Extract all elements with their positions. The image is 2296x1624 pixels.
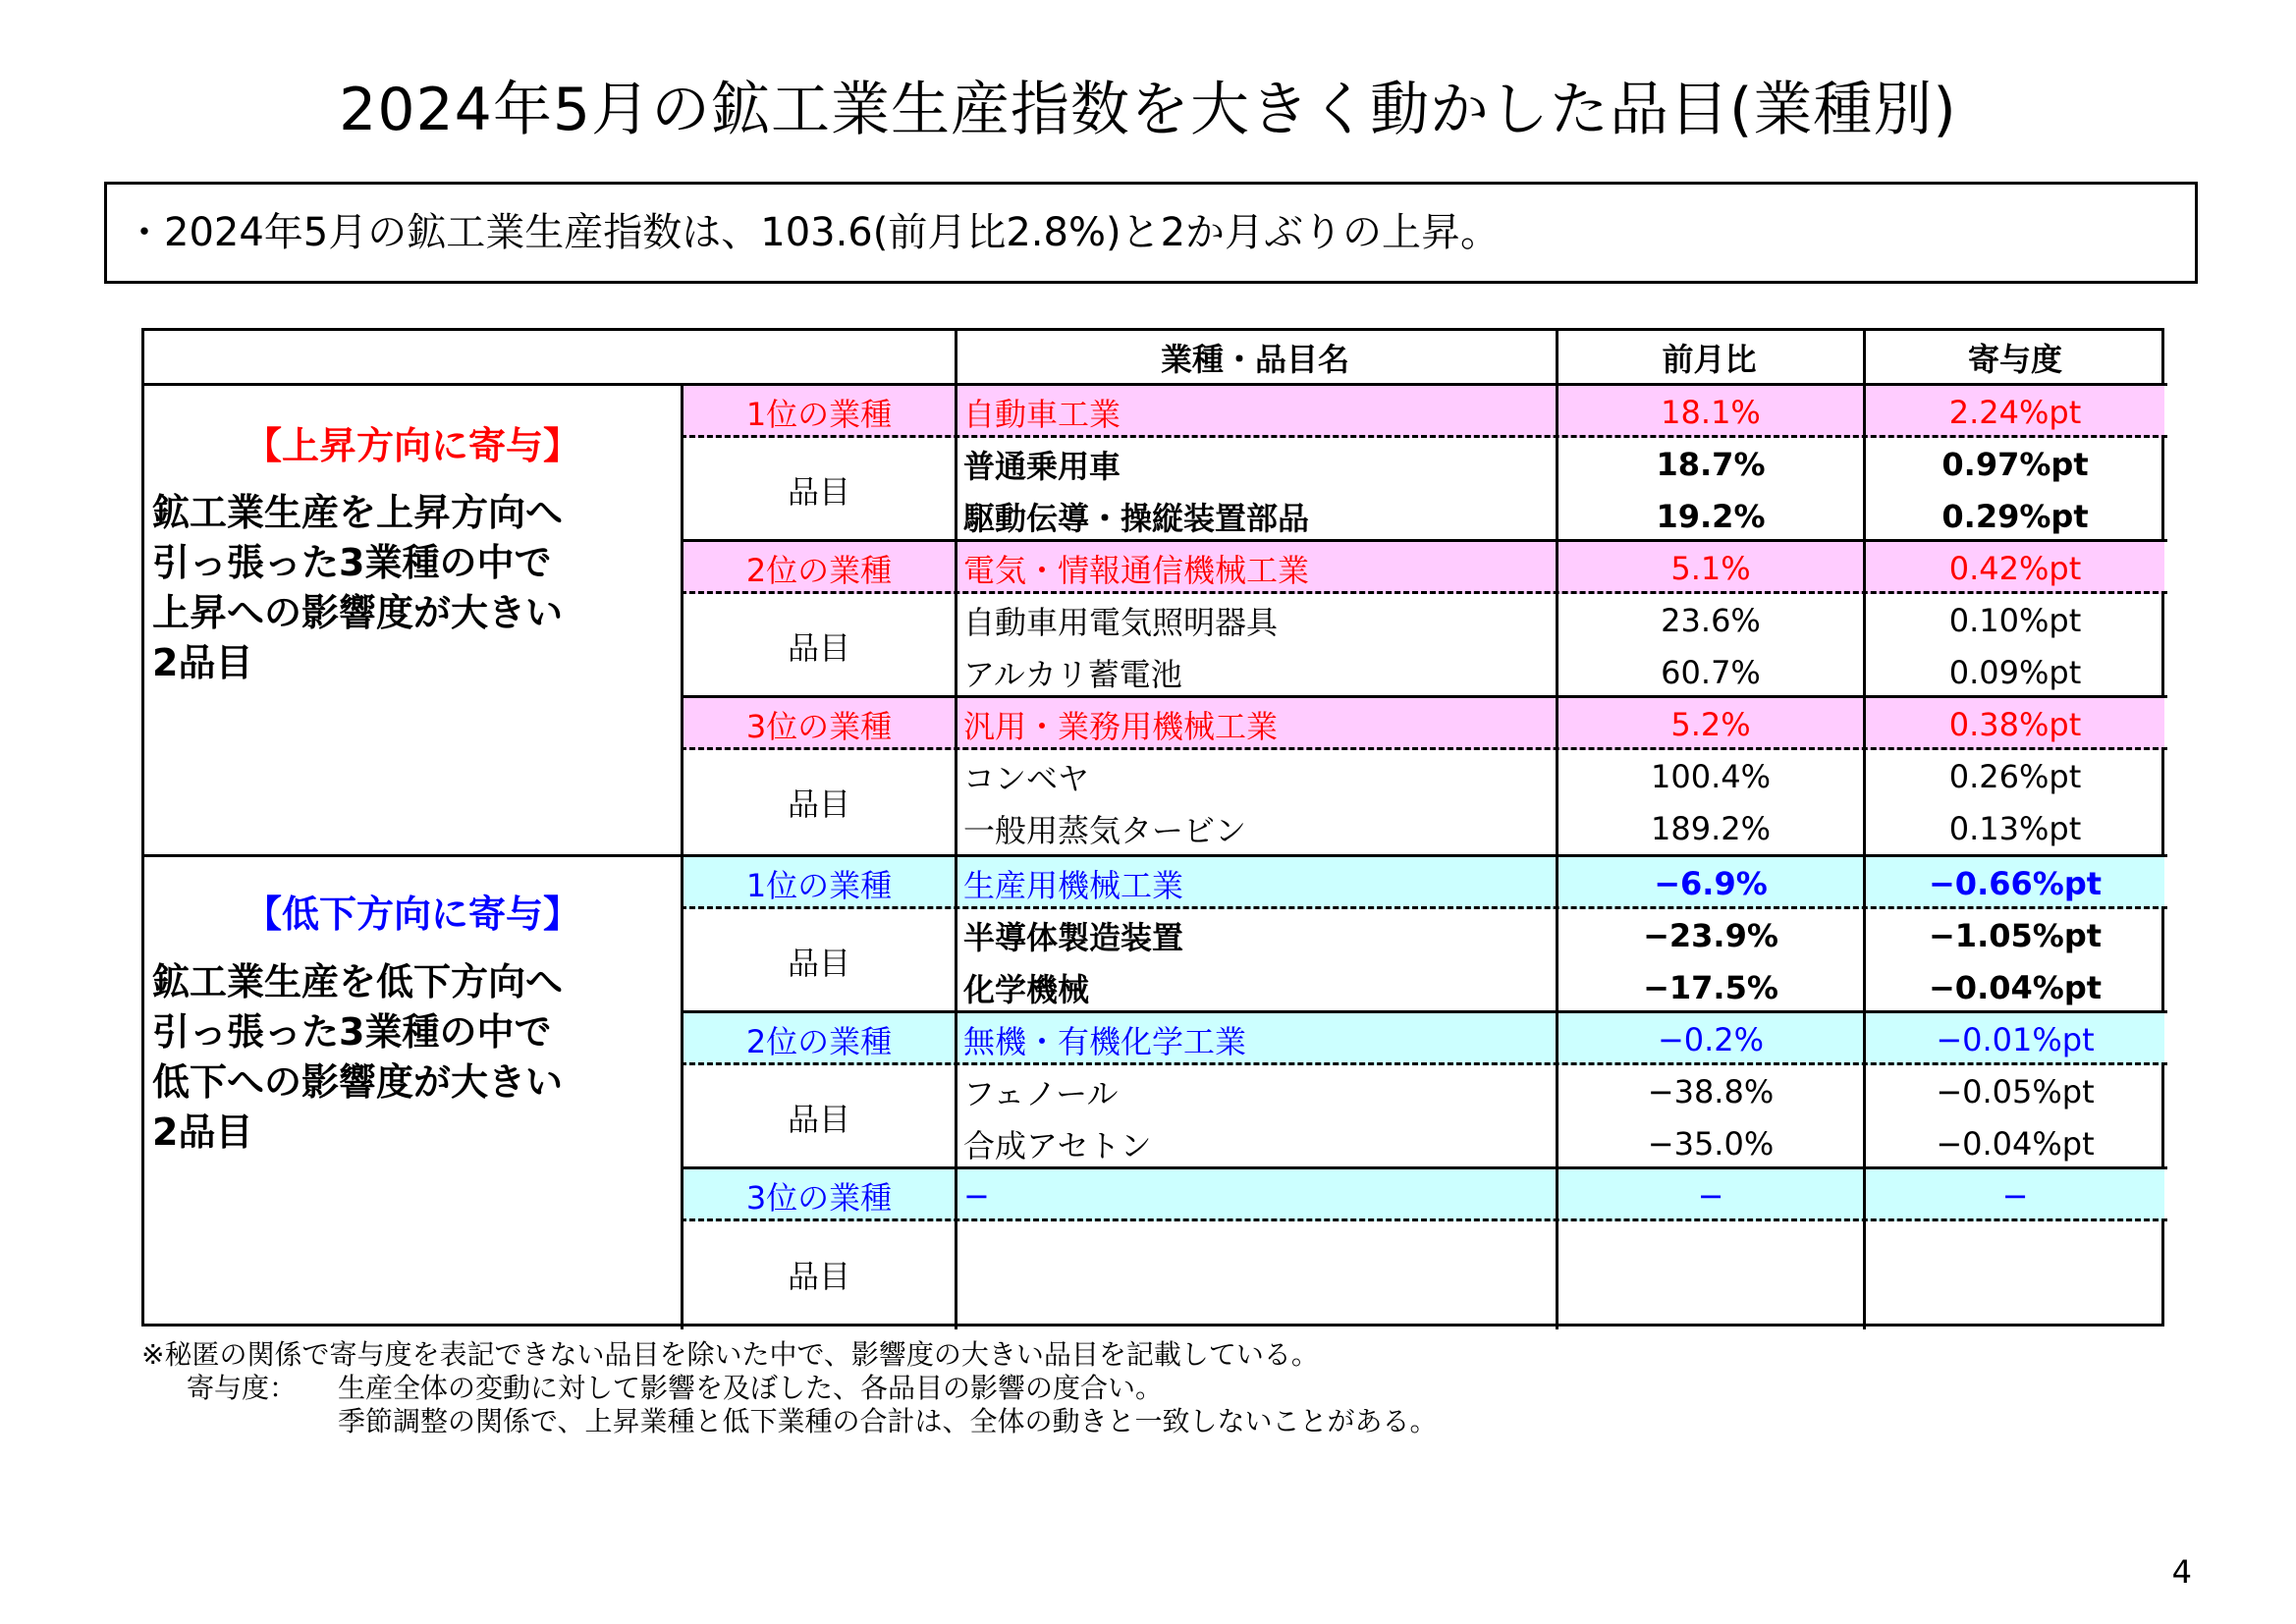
down-items-label-3: 品目 [787,1257,850,1295]
up-item-1-2: 駆動伝導・操縦装置部品 [963,499,1310,537]
up-items-label-1: 品目 [787,473,850,511]
note-line-3 [141,1405,1438,1438]
up-item-1-1: 普通乗用車 [963,447,1121,485]
grid-line [144,854,2167,857]
up-item-2-1: 自動車用電気照明器具 [963,603,1279,641]
grid-line [681,906,2167,909]
grid-line [681,591,2167,594]
down-industry-1-contribution: −0.66%pt [1866,857,2164,909]
up-rank-3: 3位の業種 [683,698,955,750]
down-rank-2: 2位の業種 [683,1013,955,1065]
down-item-1-1-mom: −23.9% [1643,916,1778,954]
up-industry-1: 自動車工業 [957,386,1556,438]
down-items-label-1: 品目 [787,945,850,982]
down-rank-1: 1位の業種 [683,857,955,909]
grid-line [1863,331,1866,1329]
down-industry-2: 無機・有機化学工業 [957,1013,1556,1065]
down-item-1-2-mom: −17.5% [1643,968,1778,1006]
up-industry-2-mom: 5.1% [1558,542,1863,594]
down-items-label-2: 品目 [787,1101,850,1138]
up-item-1-1-contribution: 0.97%pt [1941,445,2089,483]
grid-line [681,1010,2167,1013]
up-item-2-1-mom: 23.6% [1661,601,1761,639]
up-industry-3: 汎用・業務用機械工業 [957,698,1556,750]
note-line-1: ※秘匿の関係で寄与度を表記できない品目を除いた中で、影響度の大きい品目を記載している。 [141,1338,1319,1371]
grid-line [681,1166,2167,1169]
down-item-1-2: 化学機械 [963,970,1090,1008]
down-item-2-1-contribution: −0.05%pt [1936,1072,2095,1110]
down-industry-3-contribution: − [1866,1169,2164,1221]
up-industry-3-contribution: 0.38%pt [1866,698,2164,750]
up-items-label-2: 品目 [787,629,850,667]
down-industry-3-mom: − [1558,1169,1863,1221]
down-industry-3: − [957,1169,1556,1221]
grid-line [681,747,2167,750]
up-item-3-2: 一般用蒸気タービン [963,811,1247,849]
up-item-1-1-mom: 18.7% [1656,445,1766,483]
down-industry-1: 生産用機械工業 [957,857,1556,909]
up-items-label-3: 品目 [787,785,850,823]
up-item-3-1-contribution: 0.26%pt [1948,757,2082,795]
down-item-1-1: 半導体製造装置 [963,918,1184,956]
up-item-2-2: アルカリ蓄電池 [963,655,1182,693]
down-description: 鉱工業生産を低下方向へ 引っ張った3業種の中で 低下への影響度が大きい 2品目 [152,960,564,1154]
down-heading: 【低下方向に寄与】 [244,893,580,936]
up-industry-2-contribution: 0.42%pt [1866,542,2164,594]
up-rank-2: 2位の業種 [683,542,955,594]
down-item-2-2-contribution: −0.04%pt [1936,1124,2095,1163]
up-industry-1-mom: 18.1% [1558,386,1863,438]
note-line-2 [141,1372,1319,1405]
up-heading: 【上昇方向に寄与】 [244,424,580,467]
note-text-2: 生産全体の変動に対して影響を及ぼした、各品目の影響の度合い。 [338,1372,1164,1404]
up-industry-3-mom: 5.2% [1558,698,1863,750]
header-name: 業種・品目名 [1160,340,1349,378]
up-item-3-2-mom: 189.2% [1650,809,1771,847]
down-item-2-2-mom: −35.0% [1647,1124,1775,1163]
grid-line [681,1062,2167,1065]
up-description: 鉱工業生産を上昇方向へ 引っ張った3業種の中で 上昇への影響度が大きい 2品目 [152,491,564,684]
down-industry-1-mom: −6.9% [1558,857,1863,909]
grid-line [144,383,2167,386]
grid-line [681,1218,2167,1221]
up-industry-2: 電気・情報通信機械工業 [957,542,1556,594]
footnotes [141,1338,1438,1438]
up-item-2-1-contribution: 0.10%pt [1948,601,2082,639]
header-mom: 前月比 [1662,340,1757,378]
up-item-1-2-contribution: 0.29%pt [1941,497,2089,535]
grid-line [1556,331,1558,1329]
summary-box: ・2024年5月の鉱工業生産指数は、103.6(前月比2.8%)と2か月ぶりの上昇。 [104,182,2198,284]
note-label: 寄与度： [187,1372,298,1404]
down-industry-2-mom: −0.2% [1558,1013,1863,1065]
up-item-3-1-mom: 100.4% [1650,757,1771,795]
down-item-2-2: 合成アセトン [963,1126,1152,1164]
note-text-3: 季節調整の関係で、上昇業種と低下業種の合計は、全体の動きと一致しないことがある。 [338,1405,1438,1437]
down-item-2-1-mom: −38.8% [1647,1072,1775,1110]
contribution-table [141,328,2164,1326]
up-item-2-2-mom: 60.7% [1661,653,1761,691]
up-item-3-1: コンベヤ [963,759,1090,797]
down-industry-2-contribution: −0.01%pt [1866,1013,2164,1065]
up-item-2-2-contribution: 0.09%pt [1948,653,2082,691]
down-item-1-1-contribution: −1.05%pt [1928,916,2103,954]
down-item-2-1: フェノール [963,1074,1119,1112]
up-rank-1: 1位の業種 [683,386,955,438]
grid-line [681,539,2167,542]
up-item-3-2-contribution: 0.13%pt [1948,809,2082,847]
grid-line [955,331,957,1329]
grid-line [681,435,2167,438]
up-industry-1-contribution: 2.24%pt [1866,386,2164,438]
down-rank-3: 3位の業種 [683,1169,955,1221]
down-item-1-2-contribution: −0.04%pt [1928,968,2103,1006]
page-title: 2024年5月の鉱工業生産指数を大きく動かした品目(業種別) [339,76,1957,144]
header-contribution: 寄与度 [1967,340,2062,378]
page-number: 4 [2171,1553,2192,1591]
grid-line [681,695,2167,698]
up-item-1-2-mom: 19.2% [1656,497,1766,535]
